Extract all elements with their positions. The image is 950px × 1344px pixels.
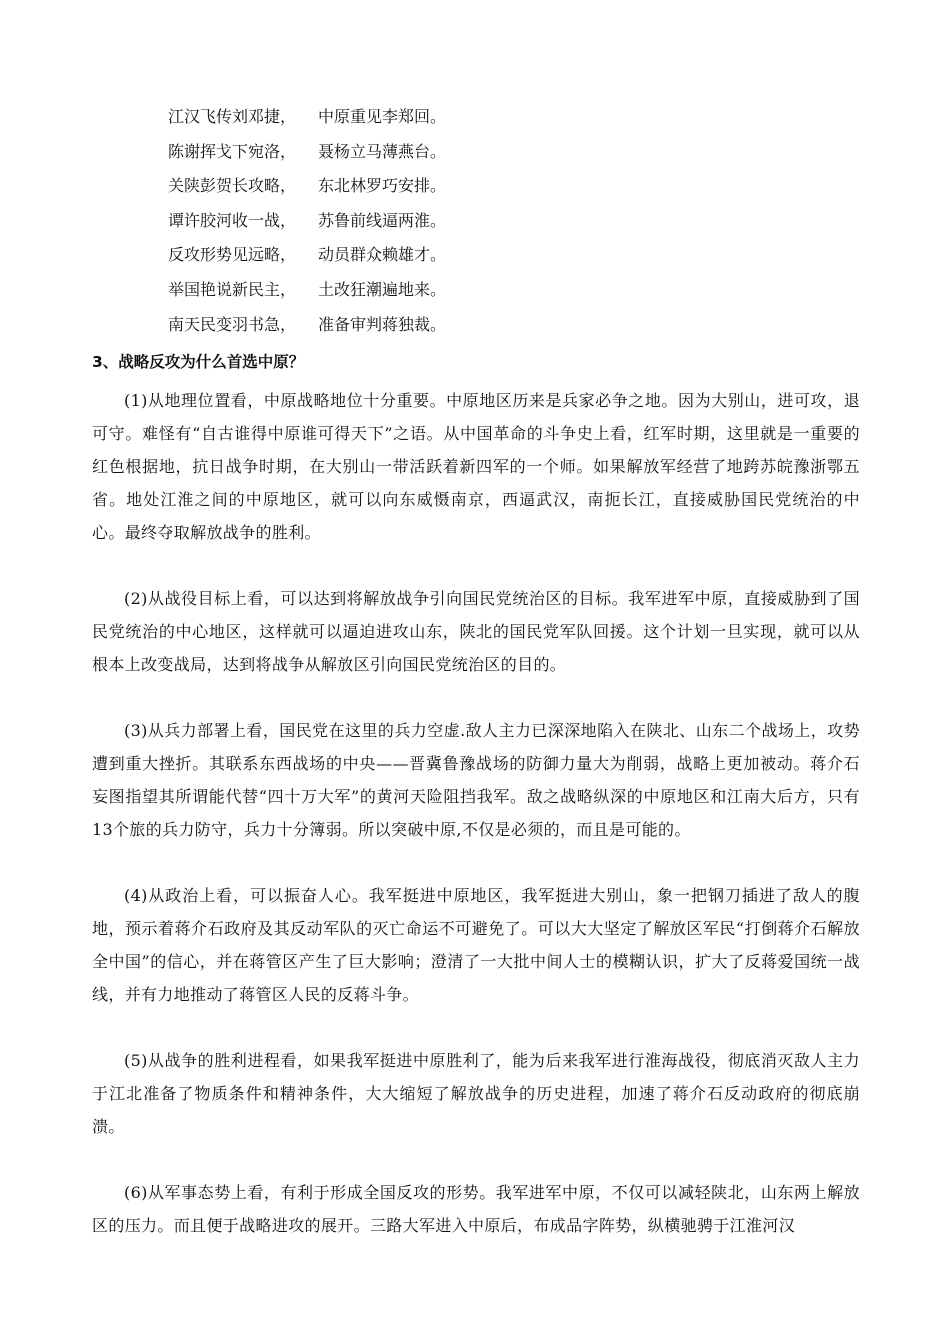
paragraph-text: (5)从战争的胜利进程看，如果我军挺进中原胜利了，能为后来我军进行淮海战役，彻底消灭敌人主力于江北准备了物质条件和精神条件，大大缩短了解放战争的历史进程，加速了蒋介石反动政府的彻底崩溃。 [92,1051,860,1136]
poem-line-right: 东北林罗巧安排。 [318,176,447,196]
paragraph-politics [92,879,860,1011]
poem-line-right: 中原重见李郑回。 [318,107,447,126]
poem-line [168,238,446,273]
paragraph-text: (3)从兵力部署上看，国民党在这里的兵力空虚.敌人主力已深深地陷入在陕北、山东二个战场上，攻势遭到重大挫折。其联系东西战场的中央——晋冀鲁豫战场的防御力量大为削弱，战略上更加被动。蒋介石妄图指望其所谓能代替“四十万大军”的黄河天险阻挡我军。敌之战略纵深的中原地区和江南大后方，只有13个旅的兵力防守，兵力十分簿弱。所以突破中原,不仅是必须的，而且是可能的。 [92,721,860,839]
poem-line-left: 南天民变羽书急， [168,314,297,334]
paragraph-text: (1)从地理位置看，中原战略地位十分重要。中原地区历来是兵家必争之地。因为大别山，进可攻，退可守。难怪有“自古谁得中原谁可得天下”之语。从中国革命的斗争史上看，红军时期，这里就是一重要的红色根据地，抗日战争时期，在大别山一带活跃着新四军的一个师。如果解放军经营了地跨苏皖豫浙鄂五省。地处江淮之间的中原地区，就可以向东威慑南京，西逼武汉，南扼长江，直接威胁国民党统治的中心。最终夺取解放战争的胜利。 [92,391,860,542]
poem-line-right: 聂杨立马薄燕台。 [318,141,447,161]
paragraph-military-situation [92,1176,860,1242]
paragraph-troop-deployment [92,714,860,846]
paragraph-war-progress [92,1044,860,1143]
paragraph-campaign-goal [92,582,860,681]
poem-line-right: 苏鲁前线逼两淮。 [318,210,447,230]
poem [168,100,446,342]
paragraph-text: (6)从军事态势上看，有利于形成全国反攻的形势。我军进军中原，不仅可以减轻陕北，山东两上解放区的压力。而且便于战略进攻的展开。三路大军进入中原后，布成品字阵势，纵横驰骋于江淮河汉 [92,1183,860,1235]
poem-line-left: 举国艳说新民主， [168,279,297,299]
poem-line-left: 陈谢挥戈下宛洛， [168,141,297,161]
poem-line-left: 关陕彭贺长攻略， [168,176,297,196]
poem-line [168,135,446,170]
paragraph-text: (4)从政治上看，可以振奋人心。我军挺进中原地区，我军挺进大别山，象一把钢刀插进了敌人的腹地，预示着蒋介石政府及其反动军队的灭亡命运不可避免了。可以大大坚定了解放区军民“打倒蒋介石解放全中国”的信心，并在蒋管区产生了巨大影响；澄清了一大批中间人士的模糊认识，扩大了反蒋爱国统一战线，并有力地推动了蒋管区人民的反蒋斗争。 [92,886,860,1004]
section-heading: 3、战略反攻为什么首选中原？ [92,353,305,371]
poem-line-right: 准备审判蒋独裁。 [318,314,447,334]
poem-line [168,308,446,343]
poem-line [168,100,446,135]
paragraph-geography [92,384,860,549]
poem-line-right: 动员群众赖雄才。 [318,245,447,265]
paragraph-text: (2)从战役目标上看，可以达到将解放战争引向国民党统治区的目标。我军进军中原，直接威胁到了国民党统治的中心地区，这样就可以逼迫进攻山东，陕北的国民党军队回援。这个计划一旦实现，就可以从根本上改变战局，达到将战争从解放区引向国民党统治区的目的。 [92,589,860,674]
poem-line-left: 反攻形势见远略， [168,245,297,265]
poem-line [168,169,446,204]
poem-line-left: 江汉飞传刘邓捷， [168,107,297,126]
poem-line-left: 谭许胶河收一战， [168,210,297,230]
poem-line-right: 土改狂潮遍地来。 [318,279,447,299]
poem-line [168,273,446,308]
poem-line [168,204,446,239]
